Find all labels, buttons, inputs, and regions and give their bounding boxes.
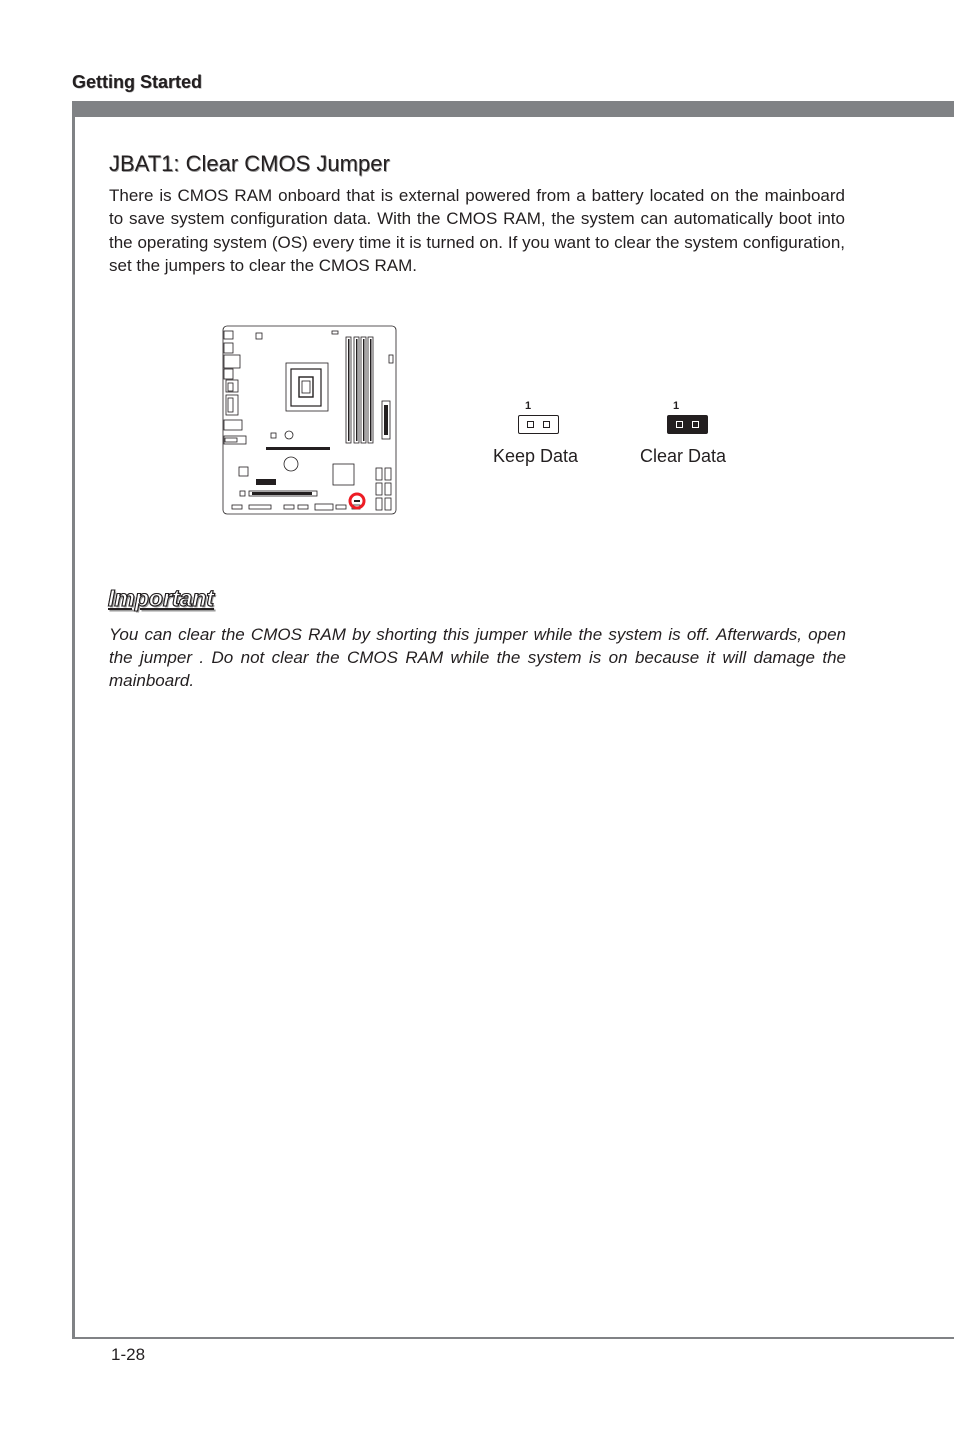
keep-data-caption: Keep Data	[493, 446, 579, 466]
jumper-pin-block	[518, 415, 559, 434]
clear-data-caption: Clear Data	[640, 446, 727, 466]
header-section-label: Getting Started	[72, 72, 203, 92]
cpu-socket	[286, 363, 328, 411]
page-number: 1-28	[111, 1345, 146, 1364]
important-heading: Important	[108, 585, 215, 611]
jumper-keep-data	[518, 400, 560, 440]
jumper-clear-data	[667, 400, 709, 440]
bottom-rule	[72, 1337, 954, 1339]
jumper-pin	[527, 421, 534, 428]
intro-paragraph: There is CMOS RAM onboard that is external powered from a battery located on the mainboard to save system configuration data. With the CMOS RAM, the system can automatically boot into the operating system (OS) every time it is turned on. If you want to clear the system configuration, set the jumpers to clear the CMOS RAM.	[109, 186, 845, 275]
left-margin-rule	[72, 101, 75, 1339]
jumper-pin	[543, 421, 550, 428]
jumper-pin	[692, 421, 699, 428]
header-bar	[72, 101, 954, 117]
section-title: JBAT1: Clear CMOS Jumper	[109, 151, 390, 176]
pin-1-label: 1	[525, 400, 532, 412]
jumper-pin-block	[667, 415, 708, 434]
jumper-pin	[676, 421, 683, 428]
important-note: You can clear the CMOS RAM by shorting this jumper while the system is off. Afterwards, open the jumper . Do not clear the CMOS RAM while the system is on because it will damage the mainboard.	[109, 625, 846, 690]
pin-1-label: 1	[673, 400, 680, 412]
mainboard-layout-diagram	[222, 325, 398, 517]
